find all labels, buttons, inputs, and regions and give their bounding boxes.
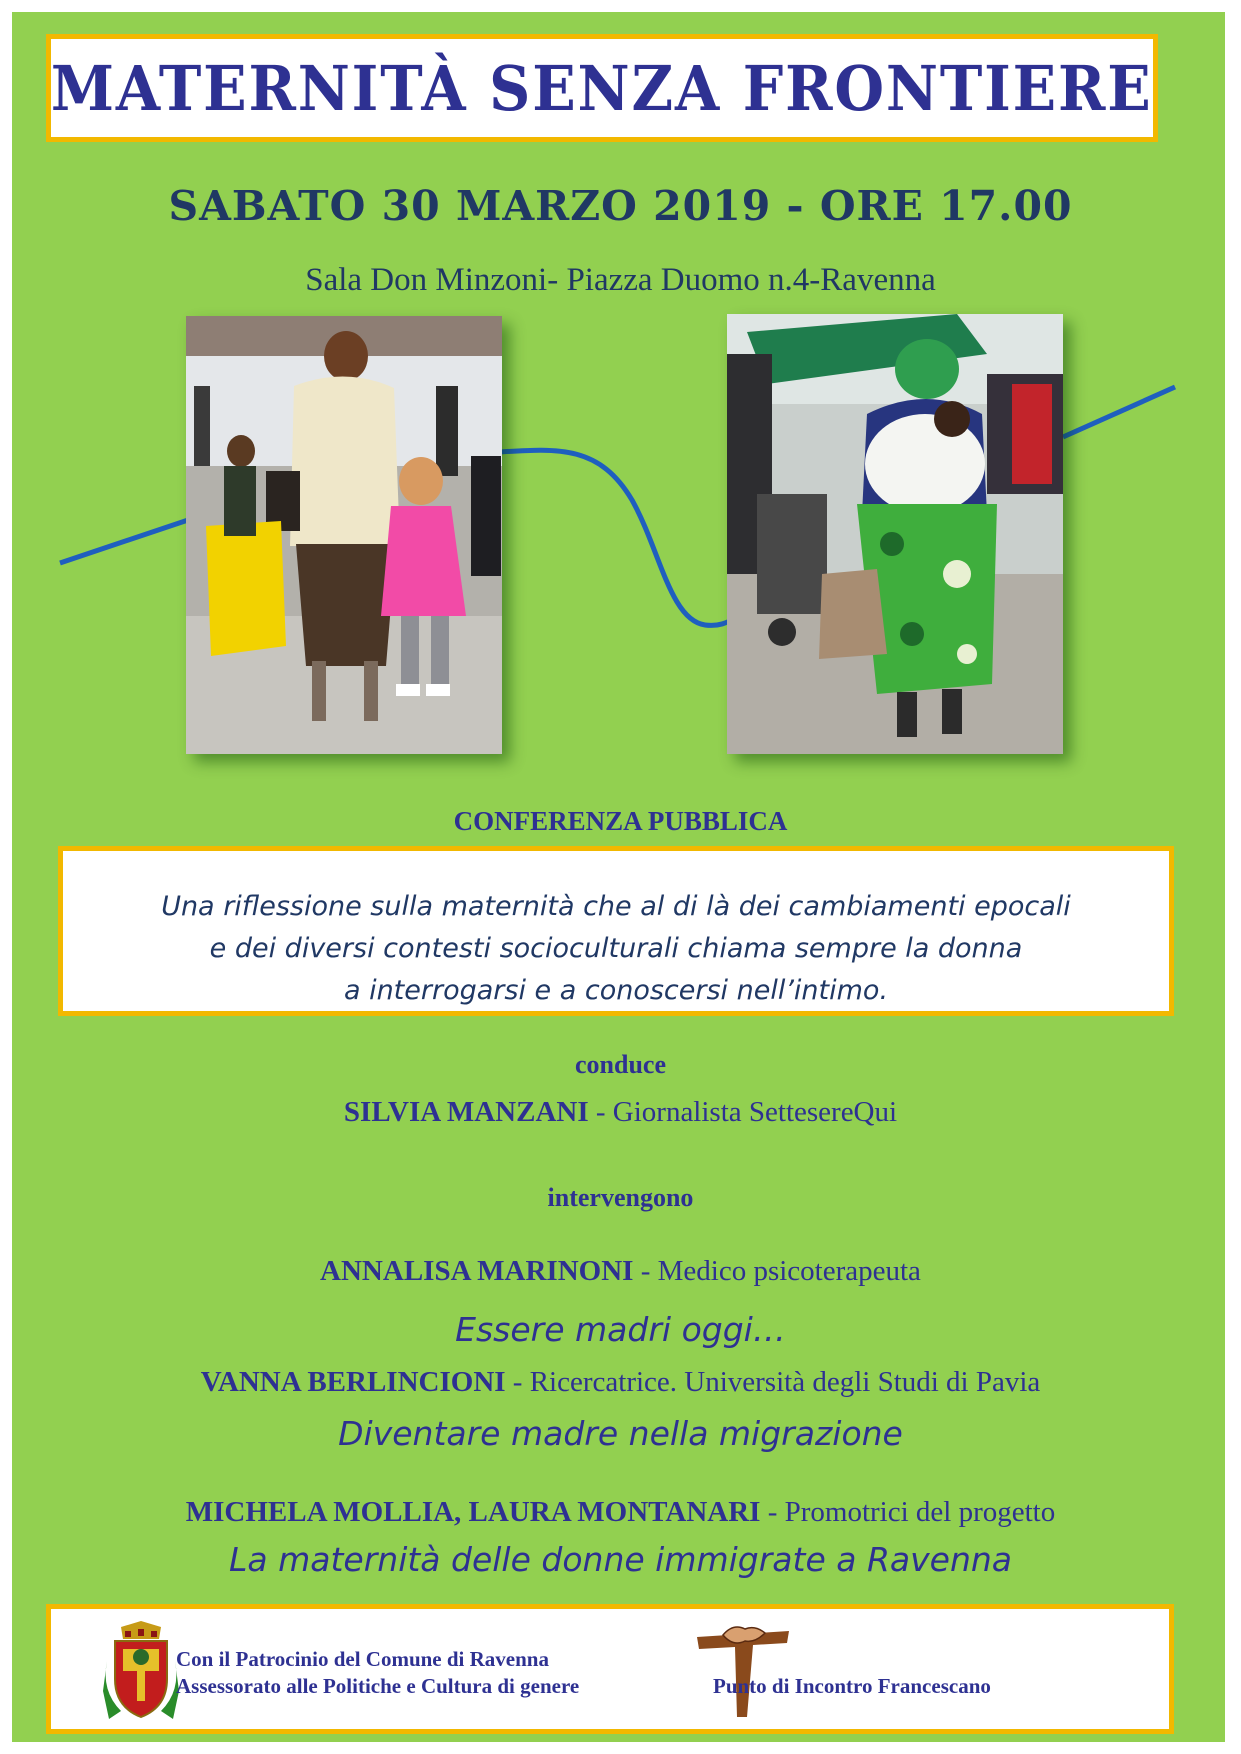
speaker-talk-title: Diventare madre nella migrazione (338, 1414, 903, 1453)
speaker-name: VANNA BERLINCIONI (200, 1366, 506, 1398)
speaker-role: Ricercatrice. Università degli Studi di Pavia (529, 1366, 1041, 1398)
poster-title: MATERNITÀ SENZA FRONTIERE (51, 51, 1153, 125)
speaker-talk-title: La maternità delle donne immigrate a Ravenna (229, 1540, 1012, 1579)
conference-heading: CONFERENZA PUBBLICA (453, 806, 788, 836)
speakers-label: intervengono (547, 1183, 694, 1212)
photo-woman-carrying-baby (727, 314, 1063, 754)
patronage-line-1: Con il Patrocinio del Comune di Ravenna (176, 1647, 549, 1671)
franciscan-tau-cross-icon (693, 1621, 793, 1721)
separator: - (633, 1255, 658, 1287)
host-role: Giornalista SettesereQui (612, 1096, 898, 1128)
partner-name: Punto di Incontro Francescano (713, 1674, 991, 1698)
speaker-line (0, 1366, 1241, 1399)
event-venue: Sala Don Minzoni- Piazza Duomo n.4-Ravenna (305, 262, 936, 298)
separator: - (588, 1096, 613, 1128)
patronage-line-2: Assessorato alle Politiche e Cultura di genere (176, 1674, 580, 1698)
separator: - (760, 1496, 785, 1528)
ravenna-coat-of-arms-icon (101, 1621, 181, 1721)
speaker-role: Promotrici del progetto (784, 1496, 1056, 1528)
photo-mother-with-children (186, 316, 502, 754)
description-line: a interrogarsi e a conoscersi nell’intimo. (343, 975, 889, 1006)
host-line (0, 1096, 1241, 1129)
footer-sponsors (46, 1604, 1174, 1734)
speaker-line (0, 1255, 1241, 1288)
host-name: SILVIA MANZANI (343, 1096, 589, 1128)
conference-description-box (58, 846, 1174, 1016)
host-label: conduce (575, 1050, 666, 1079)
speaker-name: ANNALISA MARINONI (320, 1255, 634, 1287)
description-line: Una riflessione sulla maternità che al di là dei cambiamenti epocali (161, 891, 1071, 922)
description-line: e dei diversi contesti socioculturali chiama sempre la donna (209, 933, 1023, 964)
speaker-role: Medico psicoterapeuta (657, 1255, 921, 1287)
separator: - (505, 1366, 530, 1398)
event-date-time: SABATO 30 MARZO 2019 - ORE 17.00 (168, 182, 1073, 230)
speaker-line (0, 1496, 1241, 1529)
speaker-talk-title: Essere madri oggi… (455, 1310, 786, 1349)
speaker-name: MICHELA MOLLIA, LAURA MONTANARI (185, 1496, 761, 1528)
